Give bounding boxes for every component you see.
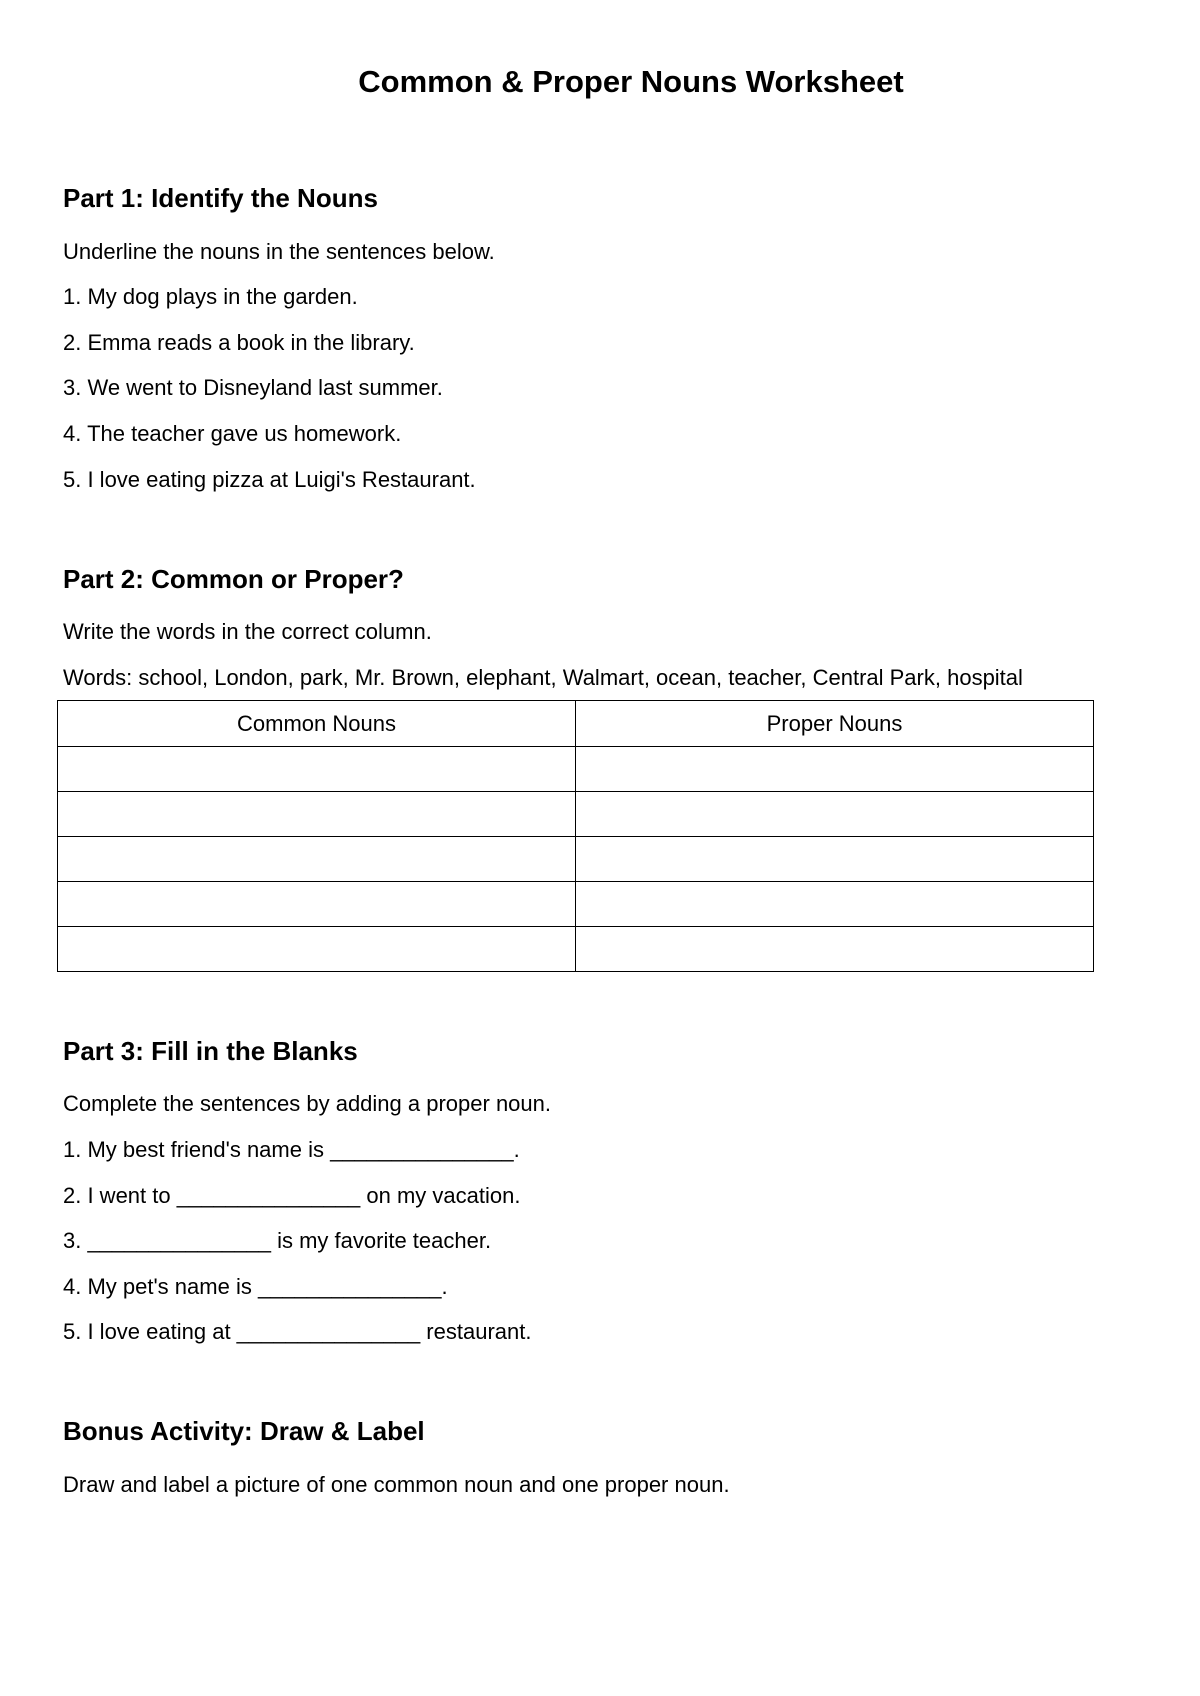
- worksheet-title: Common & Proper Nouns Worksheet: [358, 64, 904, 99]
- part1-heading: Part 1: Identify the Nouns: [63, 183, 378, 213]
- part1-item-5: 5. I love eating pizza at Luigi's Restaurant.: [63, 467, 476, 492]
- common-noun-cell[interactable]: [58, 927, 576, 972]
- proper-noun-cell[interactable]: [576, 927, 1094, 972]
- part3-item-2: 2. I went to _______________ on my vacation.: [63, 1183, 521, 1208]
- part3-item-1: 1. My best friend's name is _______________.: [63, 1137, 520, 1162]
- common-noun-cell[interactable]: [58, 747, 576, 792]
- proper-noun-cell[interactable]: [576, 747, 1094, 792]
- table-row: [58, 747, 1094, 792]
- part2-heading: Part 2: Common or Proper?: [63, 564, 404, 594]
- common-noun-cell[interactable]: [58, 882, 576, 927]
- part1-item-1: 1. My dog plays in the garden.: [63, 284, 358, 309]
- part1-item-2: 2. Emma reads a book in the library.: [63, 330, 415, 355]
- part2-word-bank: Words: school, London, park, Mr. Brown, elephant, Walmart, ocean, teacher, Central Park, hospital: [63, 665, 1023, 690]
- common-nouns-header: Common Nouns: [58, 701, 576, 747]
- table-header-row: [58, 701, 1094, 747]
- proper-noun-cell[interactable]: [576, 837, 1094, 882]
- proper-noun-cell[interactable]: [576, 792, 1094, 837]
- proper-noun-cell[interactable]: [576, 882, 1094, 927]
- part2-instruction: Write the words in the correct column.: [63, 619, 432, 644]
- part3-heading: Part 3: Fill in the Blanks: [63, 1036, 358, 1066]
- part1-item-3: 3. We went to Disneyland last summer.: [63, 375, 443, 400]
- part3-item-4: 4. My pet's name is _______________.: [63, 1274, 448, 1299]
- part3-instruction: Complete the sentences by adding a proper noun.: [63, 1091, 551, 1116]
- table-row: [58, 927, 1094, 972]
- bonus-instruction: Draw and label a picture of one common noun and one proper noun.: [63, 1472, 730, 1497]
- table-row: [58, 837, 1094, 882]
- table-row: [58, 882, 1094, 927]
- common-noun-cell[interactable]: [58, 792, 576, 837]
- bonus-heading: Bonus Activity: Draw & Label: [63, 1416, 425, 1446]
- common-noun-cell[interactable]: [58, 837, 576, 882]
- part3-item-3: 3. _______________ is my favorite teacher.: [63, 1228, 492, 1253]
- table-row: [58, 792, 1094, 837]
- proper-nouns-header: Proper Nouns: [576, 701, 1094, 747]
- part1-instruction: Underline the nouns in the sentences below.: [63, 239, 495, 264]
- sorting-table: [57, 700, 1094, 972]
- part1-item-4: 4. The teacher gave us homework.: [63, 421, 402, 446]
- part3-item-5: 5. I love eating at _______________ restaurant.: [63, 1319, 532, 1344]
